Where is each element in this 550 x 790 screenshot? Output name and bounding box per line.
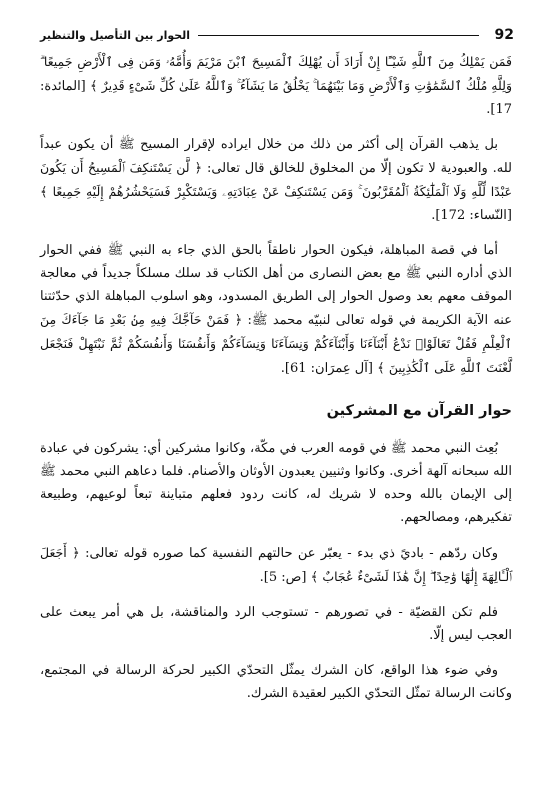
paragraph-5 [40,541,512,589]
opening-bracket: ﴿ [194,161,203,176]
section-heading: حوار القرآن مع المشركين [326,403,512,419]
quran-verse-2: لَّن يَسْتَنكِفَ ٱلْمَسِيحُ أَن يَكُونَ عَبْدًا لِّلَّهِ وَلَا ٱلْمَلَٰٓئِكَةُ ٱلْمُقَرَّبُونَ ۚ وَمَن يَسْتَنكِفْ عَنْ عِبَادَتِهِۦ وَيَسْتَكْبِرْ فَسَيَحْشُرُهُمْ إِلَيْهِ جَمِيعًا [40,160,512,199]
paragraph-1 [40,50,512,121]
honorific-icon: ﷺ [390,441,407,456]
paragraph-text: ففي الحوار الذي أداره النبي [40,243,512,281]
verse-reference-1: [المائدة: 17]. [40,79,512,117]
page-header [40,24,514,46]
paragraph-text: فلم تكن القضيّة - في تصورهم - تستوجب الرد والمناقشة، بل هي أمر يبعث على العجب ليس إلّا. [40,605,512,643]
paragraph-text: بل يذهب القرآن إلى أكثر من ذلك من خلال ايراده لإقرار المسيح [140,137,498,152]
paragraph-6 [40,601,512,647]
paragraph-text: وفي ضوء هذا الواقع، كان الشرك يمثّل التحدّي الكبير لحركة الرسالة في المجتمع، وكانت الرسالة تمثّل التحدّي الكبير لعقيدة الشرك. [40,663,512,701]
paragraph-3: أما في قصة المباهلة، فيكون الحوار ناطقاً بالحق الذي جاء به النبي ﷺ ففي الحوار الذي أداره النبي ﷺ مع بعض النصارى من أهل الكتاب قد سلك مسلكاً جديداً في معالجة الموقف معهم بعد وصول الحوار إلى الطريق المسدود، وهو اسلوب المباهلة الذي حدّثتنا عنه الآية الكريمة في قوله تعالى لنبيّه محمد ﷺ: ﴿ فَمَنْ حَآجَّكَ فِيهِ مِنۢ بَعْدِ مَا جَآءَكَ مِنَ ٱلْعِلْمِ فَقُلْ تَعَالَوْا۟ نَدْعُ أَبْنَآءَنَا وَأَبْنَآءَكُمْ وَنِسَآءَنَا وَنِسَآءَكُمْ وَأَنفُسَنَا وَأَنفُسَكُمْ ثُمَّ نَبْتَهِلْ فَنَجْعَل لَّعْنَتَ ٱللَّهِ عَلَى ٱلْكَٰذِبِينَ ﴾ [آل عِمرَان: 61]. [40,243,512,376]
paragraph-text: وكان ردّهم - باديً ذي بدء - يعبّر عن حالتهم النفسية كما صوره قوله تعالى: [85,546,498,561]
paragraph-text: بُعِث النبي محمد [410,441,498,456]
paragraph-text: أن يكون عبداً لله. والعبودية لا تكون إلّا من المخلوق للخالق قال تعالى: [40,137,512,176]
paragraph-text: أما في قصة المباهلة، فيكون الحوار ناطقاً بالحق الذي جاء به النبي [129,243,498,258]
closing-bracket: ﴾ [40,185,48,200]
paragraph-2 [40,133,512,227]
paragraph-text: في قومه العرب في مكّة، وكانوا مشركين أي: يشركون في عبادة الله سبحانه آلهة أخرى. وكانوا وثنيين يعبدون الأوثان والأصنام. فلما دعاهم النبي محمد [40,441,512,479]
verse-reference-4: [ص: 5]. [259,570,307,585]
paragraph-7 [40,659,512,705]
page-body [40,50,512,717]
closing-bracket: ﴾ [377,361,385,376]
closing-bracket: ﴾ [89,79,98,94]
running-title: الحوار بين التأصيل والتنظير [40,28,191,42]
page-number: 92 [494,27,514,43]
paragraph-text: إلى الإيمان بالله وحده لا شريك له، كانت ردود فعلهم متباينة تبعاً لوعيهم، وطبيعة تفكيرهم، ومصالحهم. [40,487,512,525]
quran-verse-4: أَجَعَلَ ٱلْـَٔالِهَةَ إِلَٰهًا وَٰحِدًا ۖ إِنَّ هَٰذَا لَشَىْءٌ عُجَابٌ [40,545,512,584]
honorific-icon: ﷺ [251,313,268,328]
closing-bracket: ﴾ [310,570,319,585]
quran-verse-1: فَمَن يَمْلِكُ مِنَ ٱللَّهِ شَيْـًٔا إِنْ أَرَادَ أَن يُهْلِكَ ٱلْمَسِيحَ ٱبْنَ مَرْيَمَ وَأُمَّهُۥ وَمَن فِى ٱلْأَرْضِ جَمِيعًا ۗ وَلِلَّهِ مُلْكُ ٱلسَّمَٰوَٰتِ وَٱلْأَرْضِ وَمَا بَيْنَهُمَا ۚ يَخْلُقُ مَا يَشَآءُ ۚ وَٱللَّهُ عَلَىٰ كُلِّ شَىْءٍ قَدِيرٌ [40,54,512,93]
opening-bracket: ﴿ [72,546,80,561]
honorific-icon: ﷺ [118,137,135,152]
honorific-icon: ﷺ [40,464,56,479]
header-rule [198,35,478,36]
quran-verse-3: فَمَنْ حَآجَّكَ فِيهِ مِنۢ بَعْدِ مَا جَآءَكَ مِنَ ٱلْعِلْمِ فَقُلْ تَعَالَوْا۟ نَدْعُ أَبْنَآءَنَا وَأَبْنَآءَكُمْ وَنِسَآءَنَا وَنِسَآءَكُمْ وَأَنفُسَنَا وَأَنفُسَكُمْ ثُمَّ نَبْتَهِلْ فَنَجْعَل لَّعْنَتَ ٱللَّهِ عَلَى ٱلْكَٰذِبِينَ [40,312,512,375]
honorific-icon: ﷺ [405,266,422,281]
verse-reference-2: [النّساء: 172]. [431,208,512,223]
paragraph-text: مع بعض النصارى من أهل الكتاب قد سلك مسلكاً جديداً في معالجة الموقف معهم بعد وصول الحوار إلى الطريق المسدود، وهو اسلوب المباهلة الذي حدّثتنا عنه الآية الكريمة في قوله تعالى لنبيّه محمد [40,266,512,328]
verse-reference-3: [آل عِمرَان: 61]. [280,361,373,376]
opening-bracket: ﴿ [234,313,243,328]
honorific-icon: ﷺ [107,243,124,258]
paragraph-4 [40,437,512,529]
